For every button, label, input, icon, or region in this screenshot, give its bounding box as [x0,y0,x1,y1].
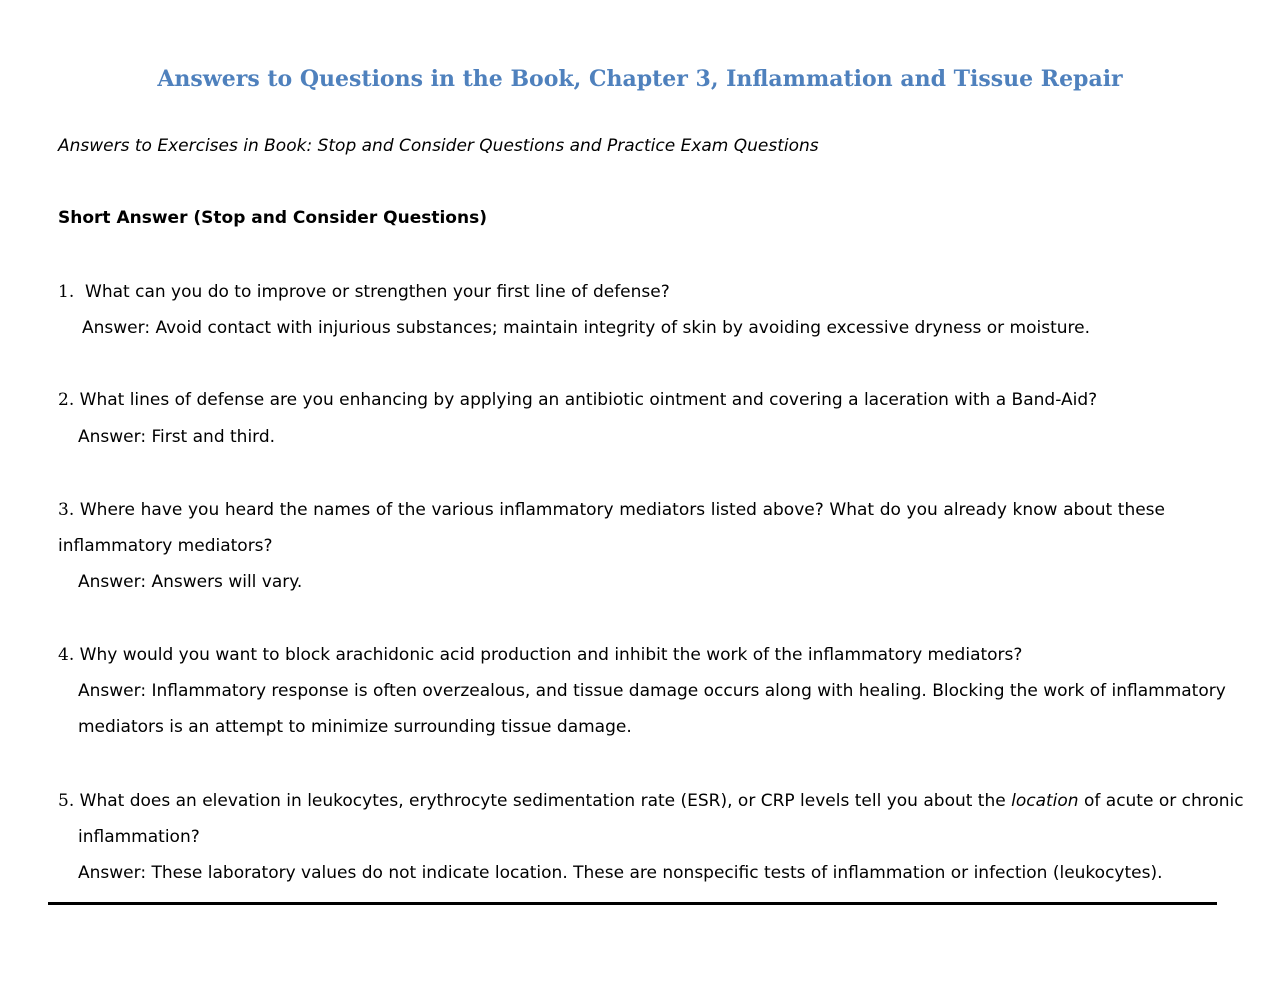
section-heading: Short Answer (Stop and Consider Questions) [58,208,487,228]
question-text: What lines of defense are you enhancing by applying an antibiotic ointment and covering a laceration with a Band-Aid? [79,390,1098,410]
question-text: Where have you heard the names of the various inflammatory mediators listed above? What do you already know about these [79,500,1165,520]
question-4 [58,645,1022,665]
question-emphasis: location [1011,791,1079,811]
question-number: 1. [58,282,75,302]
question-2 [58,390,1097,410]
question-number: 2. [58,390,75,410]
answer-5: Answer: These laboratory values do not indicate location. These are nonspecific tests of inflammation or infection (leukocytes). [78,863,1163,883]
answer-2: Answer: First and third. [78,427,276,447]
answer-3: Answer: Answers will vary. [78,572,303,592]
question-number: 5. [58,791,75,811]
question-5 [58,791,1244,811]
question-text: What does an elevation in leukocytes, erythrocyte sedimentation rate (ESR), or CRP levels tell you about the [79,791,1012,811]
question-number: 3. [58,500,75,520]
horizontal-divider [48,902,1217,905]
question-number: 4. [58,645,75,665]
answer-4: Answer: Inflammatory response is often overzealous, and tissue damage occurs along with healing. Blocking the work of inflammatory [78,681,1226,701]
question-text: Why would you want to block arachidonic acid production and inhibit the work of the inflammatory mediators? [79,645,1023,665]
answer-1: Answer: Avoid contact with injurious substances; maintain integrity of skin by avoiding excessive dryness or moisture. [82,318,1091,338]
question-text-end: of acute or chronic [1078,791,1244,811]
page-title: Answers to Questions in the Book, Chapter 3, Inflammation and Tissue Repair [157,66,1123,92]
question-3 [58,500,1165,520]
question-3-continued: inflammatory mediators? [58,536,273,556]
question-1 [58,282,670,302]
question-5-continued: inflammation? [78,827,200,847]
subtitle: Answers to Exercises in Book: Stop and Consider Questions and Practice Exam Questions [58,136,819,156]
question-text: What can you do to improve or strengthen your first line of defense? [85,282,670,302]
answer-4-continued: mediators is an attempt to minimize surrounding tissue damage. [78,717,632,737]
